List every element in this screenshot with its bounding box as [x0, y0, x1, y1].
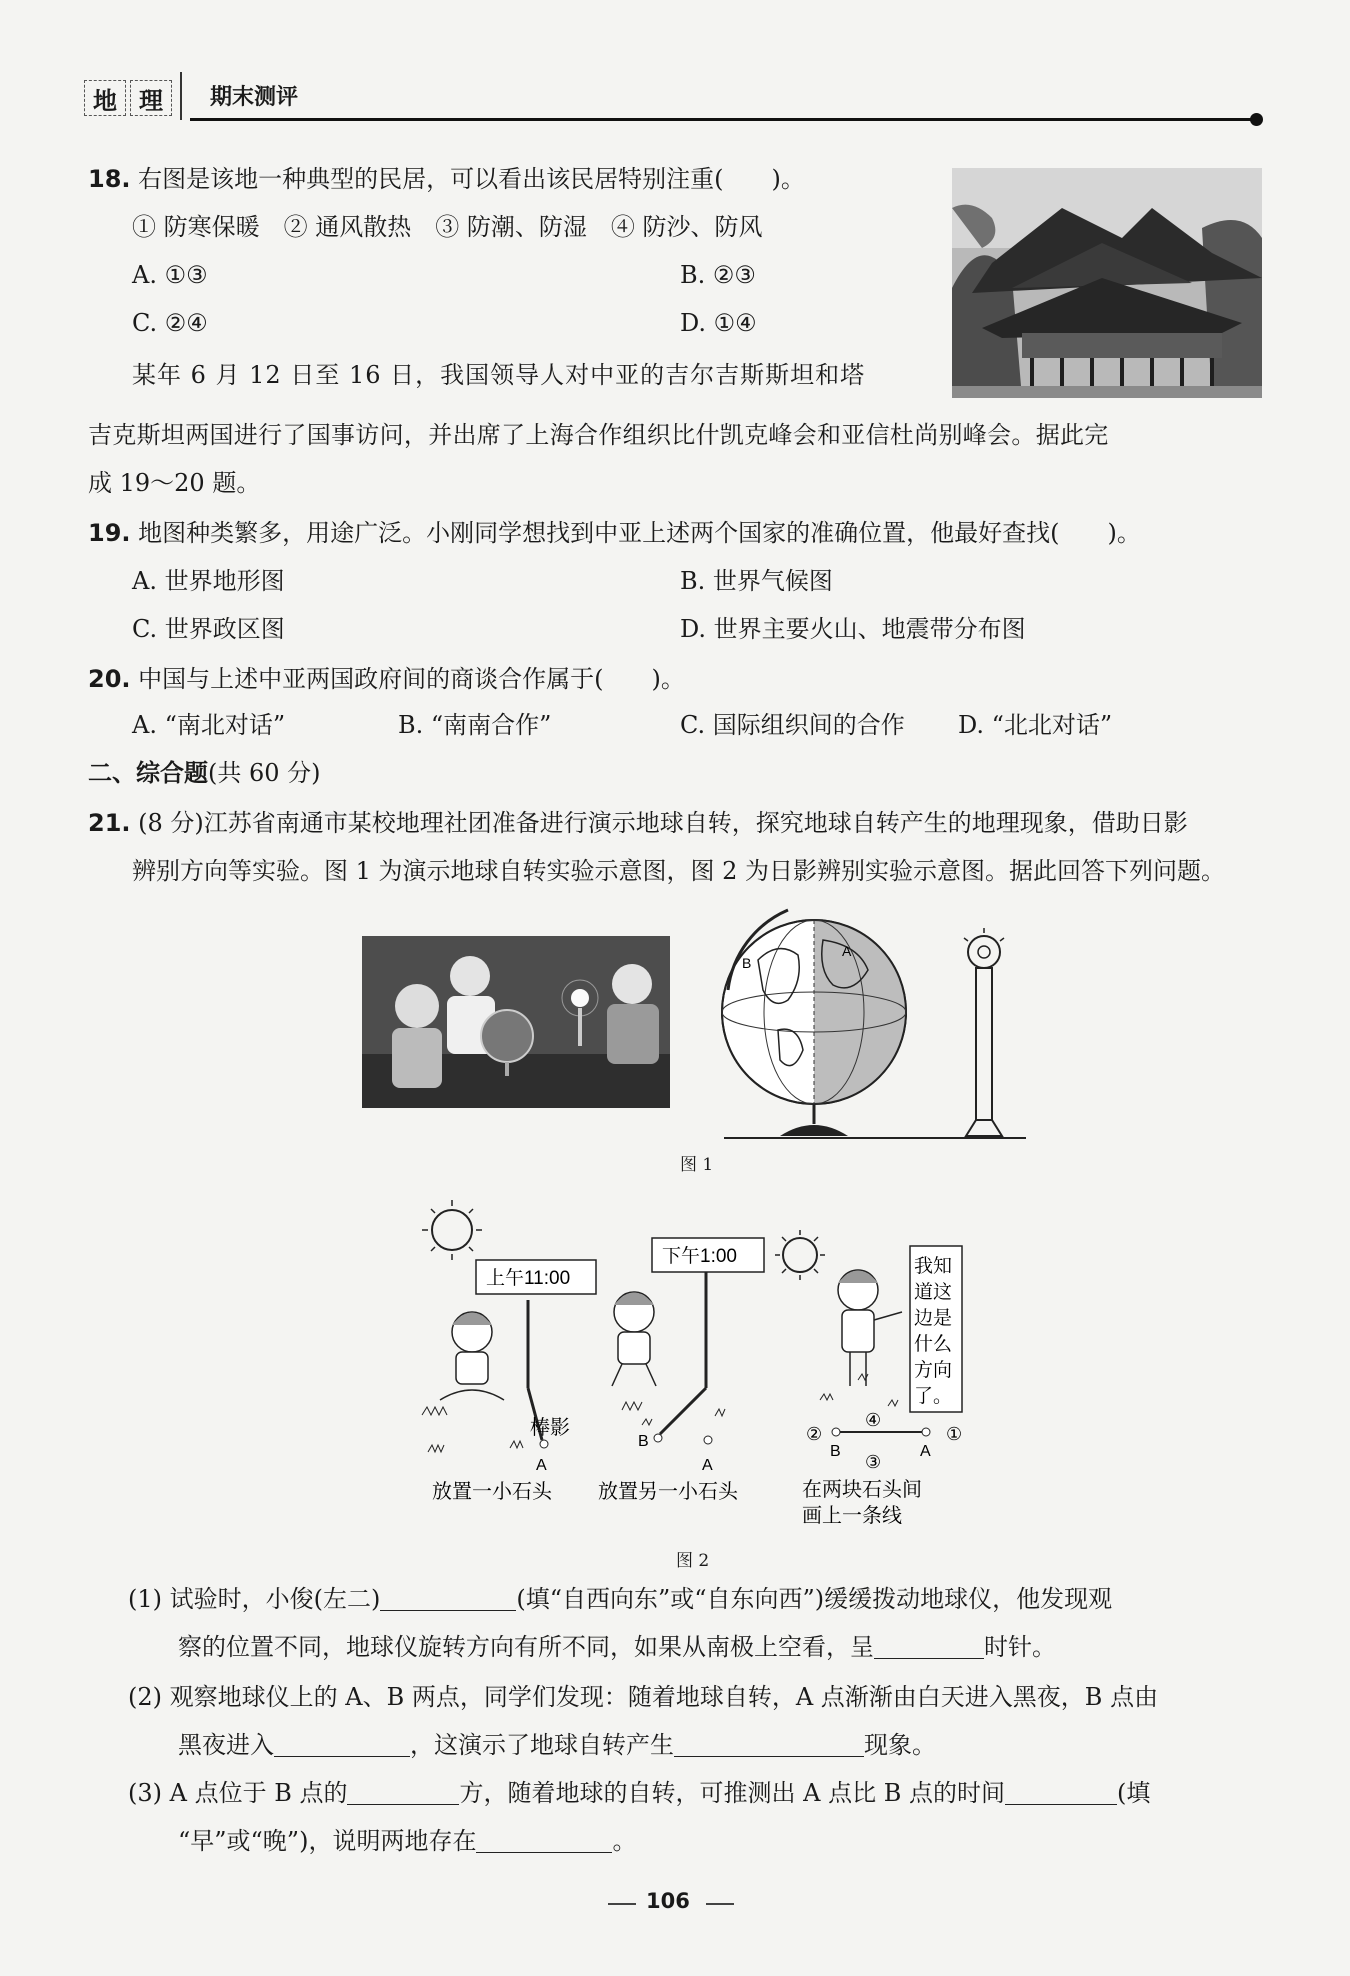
q19-option-b: B. 世界气候图 — [680, 567, 833, 595]
q20-option-b: B. “南南合作” — [398, 711, 552, 739]
sub-question-3-line-2: “早”或“晚”)，说明两地存在 。 — [178, 1827, 637, 1855]
passage-line-1: 某年 6 月 12 日至 16 日，我国领导人对中亚的吉尔吉斯斯坦和塔 — [132, 361, 866, 389]
q19-option-a: A. 世界地形图 — [132, 567, 285, 595]
child-figure-1 — [440, 1312, 504, 1400]
time-label-2: 下午1:00 — [662, 1246, 737, 1267]
speech-line: 了。 — [914, 1385, 953, 1407]
q19-stem: 19. 地图种类繁多，用途广泛。小刚同学想找到中亚上述两个国家的准确位置，他最好查找( )。 — [88, 519, 1141, 547]
passage-line-3: 成 19～20 题。 — [88, 469, 261, 497]
sub-question-2-line-1: (2) 观察地球仪上的 A、B 两点，同学们发现：随着地球自转，A 点渐渐由白天进入黑夜，B 点由 — [128, 1683, 1159, 1711]
answer-blank-5[interactable] — [347, 1778, 459, 1805]
speech-line: 我知 — [914, 1255, 953, 1277]
sun-icon — [422, 1200, 482, 1260]
passage-line-2: 吉克斯坦两国进行了国事访问，并出席了上海合作组织比什凯克峰会和亚信杜尚别峰会。据此完 — [88, 421, 1109, 449]
q19-option-c: C. 世界政区图 — [132, 615, 285, 643]
q19-option-d: D. 世界主要火山、地震带分布图 — [680, 615, 1026, 643]
subject-box-2: 理 — [130, 80, 172, 116]
fig2-label-a-3: A — [920, 1443, 931, 1460]
header-title: 期末测评 — [210, 85, 299, 110]
q18-option-a: A. ①③ — [132, 261, 208, 289]
fig2-label-a-1: A — [536, 1457, 547, 1474]
sun-icon — [775, 1230, 825, 1280]
shadow-label: 棒影 — [530, 1415, 570, 1439]
q20-stem: 20. 中国与上述中亚两国政府间的商谈合作属于( )。 — [88, 665, 685, 693]
q20-option-a: A. “南北对话” — [132, 711, 286, 739]
header-divider — [180, 72, 182, 120]
answer-blank-4[interactable] — [674, 1730, 864, 1757]
fig2-label-b-2: B — [830, 1443, 841, 1460]
header-rule-dot — [1250, 113, 1263, 126]
q21-stem-line-1: 21. (8 分)江苏省南通市某校地理社团准备进行演示地球自转，探究地球自转产生的地理现象，借助日影 — [88, 809, 1188, 837]
answer-blank-6[interactable] — [1005, 1778, 1117, 1805]
marker-3: ③ — [865, 1452, 882, 1473]
q20-option-d: D. “北北对话” — [958, 711, 1113, 739]
header-rule — [190, 118, 1256, 121]
fig2-caption-3b: 画上一条线 — [802, 1503, 902, 1527]
marker-2: ② — [806, 1424, 823, 1445]
marker-1: ① — [946, 1424, 963, 1445]
child-figure-3 — [838, 1270, 902, 1386]
fig2-label-a-2: A — [702, 1457, 713, 1474]
answer-blank-2[interactable] — [874, 1632, 984, 1659]
sub-question-1-line-1: (1) 试验时，小俊(左二) (填“自西向东”或“自东向西”)缓缓拨动地球仪，他发现观 — [128, 1585, 1113, 1613]
fig1-caption: 图 1 — [680, 1155, 714, 1175]
fig2-sundial-experiment — [410, 1190, 990, 1540]
answer-blank-3[interactable] — [274, 1730, 410, 1757]
answer-blank-7[interactable] — [476, 1826, 612, 1853]
fig2-caption-2: 放置另一小石头 — [598, 1479, 738, 1503]
stilt-house-photo — [952, 168, 1262, 398]
q21-stem-line-2: 辨别方向等实验。图 1 为演示地球自转实验示意图，图 2 为日影辨别实验示意图。据此回答下列问题。 — [132, 857, 1226, 885]
child-figure-2 — [612, 1292, 656, 1386]
footer-dash-right — [706, 1903, 734, 1905]
sub-question-3-line-1: (3) A 点位于 B 点的 方，随着地球的自转，可推测出 A 点比 B 点的时间 (填 — [128, 1779, 1151, 1807]
fig1-label-b: B — [742, 955, 752, 971]
subject-box-1: 地 — [84, 80, 126, 116]
marker-4: ④ — [865, 1410, 882, 1431]
fig2-caption-1: 放置一小石头 — [432, 1479, 552, 1503]
speech-line: 道这 — [914, 1281, 953, 1303]
fig1-globe-lamp-diagram — [718, 900, 1028, 1142]
q18-option-d: D. ①④ — [680, 309, 757, 337]
answer-blank-1[interactable] — [380, 1584, 516, 1611]
sub-question-1-line-2: 察的位置不同，地球仪旋转方向有所不同，如果从南极上空看，呈 时针。 — [178, 1633, 1056, 1661]
section-2-heading: 二、综合题(共 60 分) — [88, 759, 321, 787]
q20-option-c: C. 国际组织间的合作 — [680, 711, 905, 739]
fig2-caption: 图 2 — [676, 1551, 710, 1571]
fig1-label-a: A — [842, 943, 852, 959]
time-label-1: 上午11:00 — [486, 1268, 571, 1289]
q18-option-c: C. ②④ — [132, 309, 208, 337]
fig2-caption-3a: 在两块石头间 — [802, 1477, 922, 1501]
q18-items: ① 防寒保暖 ② 通风散热 ③ 防潮、防湿 ④ 防沙、防风 — [132, 213, 763, 241]
speech-line: 边是 — [914, 1307, 953, 1329]
sub-question-2-line-2: 黑夜进入 ，这演示了地球自转产生 现象。 — [178, 1731, 936, 1759]
fig2-label-b-1: B — [638, 1433, 649, 1450]
footer-dash-left — [608, 1903, 636, 1905]
speech-line: 方向 — [914, 1359, 953, 1381]
q18-stem: 18. 右图是该地一种典型的民居，可以看出该民居特别注重( )。 — [88, 165, 805, 193]
fig1-classroom-illustration — [362, 936, 670, 1108]
q18-option-b: B. ②③ — [680, 261, 756, 289]
speech-line: 什么 — [914, 1333, 953, 1355]
page-number: 106 — [646, 1889, 690, 1913]
